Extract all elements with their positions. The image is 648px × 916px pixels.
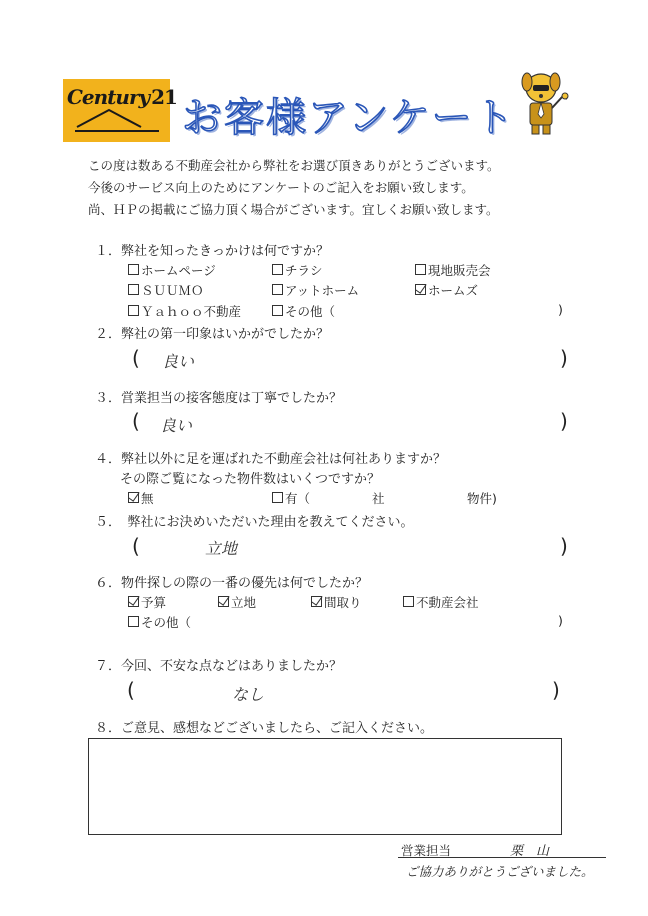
q6-other-close-paren: ) — [558, 613, 563, 628]
q1-option-flyer[interactable]: チラシ — [272, 261, 323, 279]
checkbox-checked[interactable] — [415, 284, 426, 295]
question-5: ５． 弊社にお決めいただいた理由を教えてください。 — [95, 515, 414, 530]
sales-rep-label: 営業担当 — [401, 843, 452, 858]
sales-rep-name: 栗 山 — [510, 844, 550, 859]
page-title: お客様アンケート — [182, 95, 516, 141]
q1-option-homes[interactable]: ホームズ — [415, 281, 478, 299]
question-1: １．弊社を知ったきっかけは何ですか？ — [95, 244, 330, 259]
q6-option-agency[interactable]: 不動産会社 — [403, 593, 479, 611]
checkbox[interactable] — [272, 284, 283, 295]
q1-option-suumo[interactable]: ＳＵＵＭＯ — [128, 281, 204, 299]
q1-option-open-house[interactable]: 現地販売会 — [415, 261, 491, 279]
century21-logo — [63, 79, 177, 142]
house-roof-icon — [63, 79, 170, 142]
checkbox[interactable] — [272, 305, 283, 316]
checkbox-checked[interactable] — [218, 596, 229, 607]
close-paren: ) — [560, 534, 568, 558]
checkbox[interactable] — [128, 616, 139, 627]
q1-other-close-paren: ) — [558, 302, 563, 317]
q4-unit-properties: 物件) — [467, 491, 497, 506]
checkbox[interactable] — [272, 264, 283, 275]
dog-mascot-icon — [515, 66, 575, 138]
question-8: ８．ご意見、感想などございましたら、ご記入ください。 — [95, 721, 434, 736]
checkbox[interactable] — [128, 264, 139, 275]
thank-you-message: ご協力ありがとうございました。 — [406, 864, 594, 879]
q1-option-other[interactable]: その他（ — [272, 302, 335, 320]
checkbox-checked[interactable] — [128, 492, 139, 503]
checkbox-checked[interactable] — [311, 596, 322, 607]
q2-answer[interactable]: 良い — [162, 352, 195, 371]
q6-option-location[interactable]: 立地 — [218, 593, 256, 611]
checkbox[interactable] — [272, 492, 283, 503]
q4-unit-companies: 社 — [372, 491, 385, 506]
q4-option-none[interactable]: 無 — [128, 489, 154, 507]
q1-option-homepage[interactable]: ホームページ — [128, 261, 216, 279]
q1-option-yahoo[interactable]: Ｙａｈｏｏ不動産 — [128, 302, 241, 320]
comment-textarea[interactable] — [88, 738, 562, 835]
q6-option-layout[interactable]: 間取り — [311, 593, 362, 611]
question-2: ２．弊社の第一印象はいかがでしたか？ — [95, 327, 330, 342]
checkbox[interactable] — [403, 596, 414, 607]
q3-answer[interactable]: 良い — [160, 416, 193, 435]
checkbox-checked[interactable] — [128, 596, 139, 607]
signature-underline — [398, 857, 606, 858]
checkbox[interactable] — [128, 284, 139, 295]
open-paren: ( — [127, 678, 135, 702]
close-paren: ) — [552, 678, 560, 702]
q7-answer[interactable]: なし — [232, 685, 265, 704]
checkbox[interactable] — [415, 264, 426, 275]
question-4: ４．弊社以外に足を運ばれた不動産会社は何社ありますか？ — [95, 452, 447, 467]
close-paren: ) — [560, 346, 568, 370]
q1-option-athome[interactable]: アットホーム — [272, 281, 359, 299]
intro-line-1: この度は数ある不動産会社から弊社をお選び頂きありがとうございます。 — [88, 158, 500, 173]
question-7: ７．今回、不安な点などはありましたか？ — [95, 659, 343, 674]
open-paren: ( — [132, 534, 140, 558]
q6-option-budget[interactable]: 予算 — [128, 593, 166, 611]
q5-answer[interactable]: 立地 — [205, 539, 238, 558]
question-3: ３．営業担当の接客態度は丁寧でしたか？ — [95, 391, 343, 406]
q6-option-other[interactable]: その他（ — [128, 613, 191, 631]
question-6: ６．物件探しの際の一番の優先は何でしたか？ — [95, 576, 369, 591]
open-paren: ( — [132, 346, 140, 370]
checkbox[interactable] — [128, 305, 139, 316]
close-paren: ) — [560, 409, 568, 433]
q4-option-yes[interactable]: 有（ — [272, 489, 310, 507]
intro-line-3: 尚、ＨＰの掲載にご協力頂く場合がございます。宜しくお願い致します。 — [88, 202, 499, 217]
question-4-sub: その際ご覧になった物件数はいくつですか？ — [120, 472, 381, 487]
logo-wordmark: Century 21 — [67, 85, 177, 109]
open-paren: ( — [132, 409, 140, 433]
intro-line-2: 今後のサービス向上のためにアンケートのご記入をお願い致します。 — [88, 180, 474, 195]
